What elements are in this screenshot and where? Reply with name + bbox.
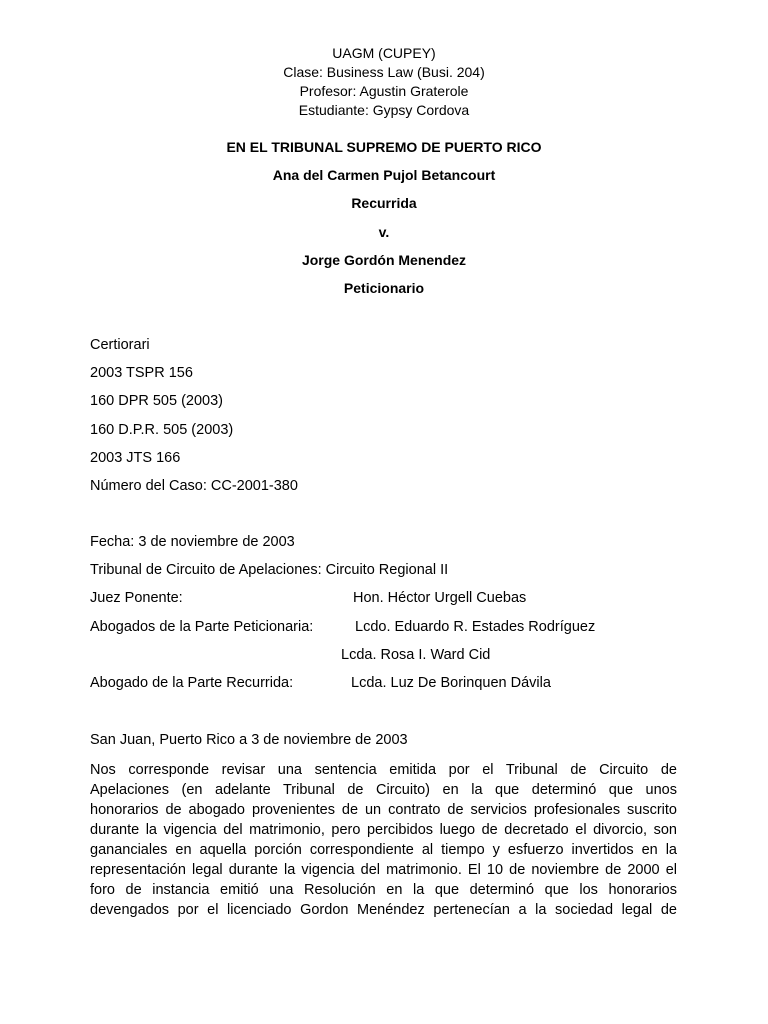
opinion-body	[90, 730, 677, 920]
reference-line: 160 D.P.R. 505 (2003)	[90, 421, 234, 438]
paragraph-line: devengados por el licenciado Gordon Menéndez pertenecían a la sociedad legal de	[90, 902, 677, 918]
party-recurrida-name: Ana del Carmen Pujol Betancourt	[272, 167, 496, 184]
party-peticionario-name: Jorge Gordón Menendez	[301, 251, 467, 268]
paragraph-line: representación legal durante la vigencia del matrimonio. El 10 de noviembre de 2000 el	[90, 862, 677, 878]
opinion-paragraph	[90, 760, 677, 920]
reference-line: 2003 JTS 166	[90, 449, 181, 466]
reference-line: Certiorari	[90, 337, 150, 353]
paragraph-line: Nos corresponde revisar una sentencia emitida por el Tribunal de Circuito de	[90, 762, 677, 778]
tribunal-text: Tribunal de Circuito de Apelaciones: Circuito Regional II	[90, 562, 449, 579]
case-number: Número del Caso: CC-2001-380	[90, 477, 298, 494]
reference-line: 160 DPR 505 (2003)	[90, 393, 223, 410]
date-text: Fecha: 3 de noviembre de 2003	[90, 534, 295, 550]
petitioner-attorneys-label: Abogados de la Parte Peticionaria:	[90, 618, 314, 635]
document-header	[0, 44, 768, 120]
case-references	[90, 335, 298, 504]
paragraph-line: honorarios de abogado provenientes de un contrato de servicios profesionales suscrito	[90, 802, 677, 818]
case-caption	[0, 138, 768, 307]
party-peticionario-role: Peticionario	[343, 279, 425, 296]
judge-row	[90, 588, 690, 616]
class-line: Clase: Business Law (Busi. 204)	[283, 64, 485, 80]
petitioner-attorneys-row-2	[90, 645, 690, 673]
judge-value: Hon. Héctor Urgell Cuebas	[353, 590, 527, 607]
school-line: UAGM (CUPEY)	[332, 45, 436, 61]
student-line: Estudiante: Gypsy Cordova	[298, 102, 470, 118]
reference-line: 2003 TSPR 156	[90, 365, 193, 382]
respondent-attorney-row	[90, 673, 690, 701]
party-recurrida-role: Recurrida	[351, 195, 417, 212]
court-title: EN EL TRIBUNAL SUPREMO DE PUERTO RICO	[226, 139, 542, 155]
paragraph-line: foro de instancia emitió una Resolución en la que determinó que los honorarios	[90, 882, 677, 898]
tribunal-row	[90, 560, 690, 588]
petitioner-attorney-2: Lcda. Rosa I. Ward Cid	[341, 646, 491, 663]
paragraph-line: Apelaciones (en adelante Tribunal de Circuito) en la que determinó que unos	[90, 782, 677, 798]
case-details	[90, 532, 690, 701]
paragraph-line: durante la vigencia del matrimonio, pero percibidos luego de decretado el divorcio, son	[90, 822, 677, 838]
versus-label: v.	[378, 223, 390, 240]
judge-label: Juez Ponente:	[90, 590, 183, 607]
place-date-line: San Juan, Puerto Rico a 3 de noviembre de 2003	[90, 732, 408, 748]
petitioner-attorney-1: Lcdo. Eduardo R. Estades Rodríguez	[355, 618, 596, 635]
professor-line: Profesor: Agustin Graterole	[299, 83, 469, 99]
petitioner-attorneys-row	[90, 617, 690, 645]
date-row	[90, 532, 690, 560]
paragraph-line: gananciales en aquella porción correspondiente al tiempo y esfuerzo invertidos en la	[90, 842, 677, 858]
respondent-attorney-label: Abogado de la Parte Recurrida:	[90, 674, 294, 691]
respondent-attorney-value: Lcda. Luz De Borinquen Dávila	[351, 674, 551, 691]
